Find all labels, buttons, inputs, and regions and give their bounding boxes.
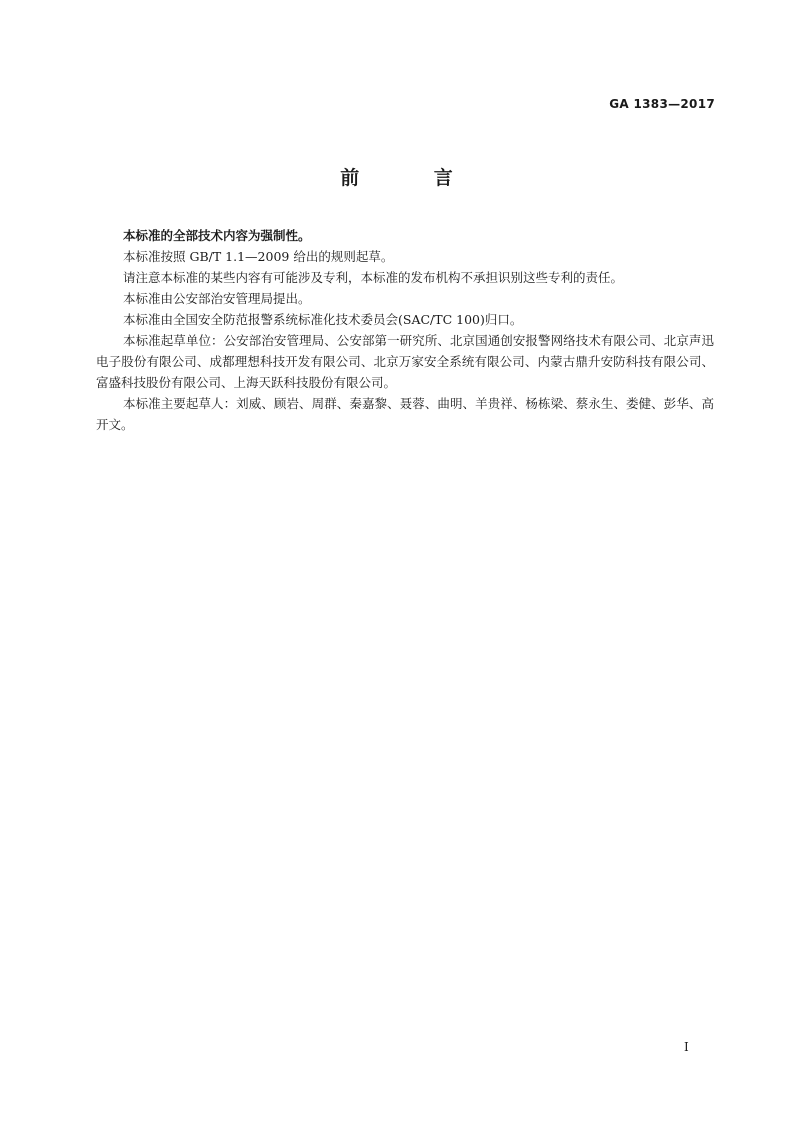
foreword-body bbox=[96, 225, 714, 435]
paragraph-technical-committee: 本标准由全国安全防范报警系统标准化技术委员会(SAC/TC 100)归口。 bbox=[123, 312, 523, 327]
paragraph-mandatory: 本标准的全部技术内容为强制性。 bbox=[123, 228, 311, 243]
standard-code: GA 1383—2017 bbox=[609, 97, 715, 111]
paragraph-drafting-organizations: 本标准起草单位：公安部治安管理局、公安部第一研究所、北京国通创安报警网络技术有限公司、北京声迅电子股份有限公司、成都理想科技开发有限公司、北京万家安全系统有限公司、内蒙古鼎升安防科技有限公司、富盛科技股份有限公司、上海天跃科技股份有限公司。 bbox=[96, 333, 714, 390]
paragraph-patent-notice: 请注意本标准的某些内容有可能涉及专利，本标准的发布机构不承担识别这些专利的责任。 bbox=[123, 270, 624, 285]
paragraph-drafters: 本标准主要起草人：刘威、顾岩、周群、秦嘉黎、聂蓉、曲明、羊贵祥、杨栋梁、蔡永生、娄健、彭华、高开文。 bbox=[96, 396, 714, 432]
paragraph-proposer: 本标准由公安部治安管理局提出。 bbox=[123, 291, 311, 306]
page-title: 前 言 bbox=[340, 167, 487, 189]
page-number: I bbox=[684, 1040, 689, 1054]
paragraph-drafting-rules: 本标准按照 GB/T 1.1—2009 给出的规则起草。 bbox=[123, 249, 394, 264]
